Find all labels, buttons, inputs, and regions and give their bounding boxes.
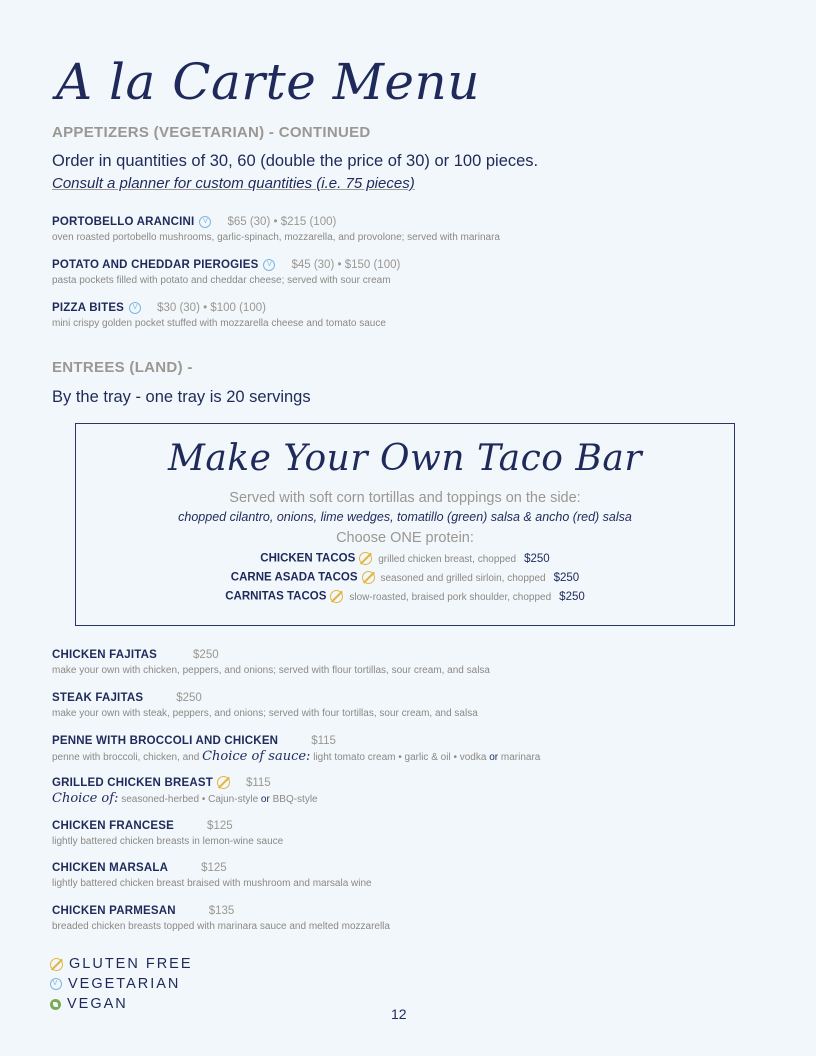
gluten-free-icon (217, 776, 230, 789)
entrees-heading: ENTREES (LAND) - (52, 359, 193, 376)
legend-label: VEGAN (67, 996, 128, 1012)
item-name: PORTOBELLO ARANCINI (52, 216, 195, 228)
choice-options: seasoned-herbed • Cajun-style (121, 794, 259, 805)
item-price: $135 (208, 905, 235, 917)
vegan-icon (50, 999, 61, 1010)
taco-option-price: $250 (553, 571, 580, 584)
item-price: $45 (30) • $150 (100) (291, 259, 401, 271)
choice-label: Choice of: (52, 791, 119, 806)
menu-item (52, 690, 772, 721)
taco-option-desc: seasoned and grilled sirloin, chopped (380, 572, 546, 584)
taco-bar-title: Make Your Own Taco Bar (167, 438, 643, 479)
legend-item (50, 954, 193, 974)
taco-option-name: CARNE ASADA TACOS (230, 571, 358, 584)
menu-item (52, 214, 772, 245)
legend-label: VEGETARIAN (68, 976, 181, 992)
item-price: $125 (207, 820, 233, 832)
item-name: CHICKEN FAJITAS (52, 649, 158, 661)
choice-last-option: marinara (500, 752, 541, 763)
item-description: oven roasted portobello mushrooms, garlic-spinach, mozzarella, and provolone; served with marinara (52, 232, 500, 243)
item-name: PIZZA BITES (52, 302, 125, 314)
menu-item (52, 647, 772, 678)
item-price: $250 (193, 649, 219, 661)
menu-item (52, 903, 772, 934)
item-price: $115 (245, 777, 271, 789)
item-price: $125 (201, 862, 227, 874)
taco-option (76, 571, 734, 584)
item-description: lightly battered chicken breast braised with mushroom and marsala wine (52, 878, 372, 889)
appetizers-heading: APPETIZERS (VEGETARIAN) - CONTINUED (52, 124, 371, 141)
planner-note: Consult a planner for custom quantities (i.e. 75 pieces) (52, 175, 415, 192)
taco-option (76, 590, 734, 603)
page-title: A la Carte Menu (56, 53, 480, 111)
item-price: $30 (30) • $100 (100) (157, 302, 266, 314)
item-description: mini crispy golden pocket stuffed with mozzarella cheese and tomato sauce (52, 318, 386, 329)
item-description (52, 750, 772, 765)
vegetarian-icon: V (199, 216, 211, 228)
item-description: make your own with steak, peppers, and onions; served with four tortillas, sour cream, and salsa (52, 708, 478, 719)
legend-item (50, 994, 193, 1014)
item-name: PENNE WITH BROCCOLI AND CHICKEN (52, 735, 279, 747)
item-name: STEAK FAJITAS (52, 692, 144, 704)
page-number: 12 (391, 1006, 407, 1022)
menu-item (52, 860, 772, 891)
menu-item (52, 775, 772, 807)
taco-option-desc: slow-roasted, braised pork shoulder, chopped (349, 591, 552, 603)
item-name: CHICKEN PARMESAN (52, 905, 176, 917)
taco-option (76, 552, 734, 565)
tray-note: By the tray - one tray is 20 servings (52, 388, 311, 406)
choice-label: Choice of sauce: (202, 749, 311, 764)
gluten-free-icon (362, 571, 375, 584)
vegetarian-icon: V (263, 259, 275, 271)
item-price: $250 (176, 692, 202, 704)
item-name: CHICKEN MARSALA (52, 862, 169, 874)
legend-label: GLUTEN FREE (69, 956, 193, 972)
choice-options: light tomato cream • garlic & oil • vodka (313, 752, 487, 763)
menu-item (52, 818, 772, 849)
taco-toppings: chopped cilantro, onions, lime wedges, tomatillo (green) salsa & ancho (red) salsa (178, 510, 632, 524)
or-word: or (489, 752, 499, 763)
taco-served-note: Served with soft corn tortillas and toppings on the side: (229, 490, 581, 506)
menu-item (52, 300, 772, 331)
or-word: or (260, 794, 270, 805)
item-description: breaded chicken breasts topped with marinara sauce and melted mozzarella (52, 921, 390, 932)
order-note: Order in quantities of 30, 60 (double the price of 30) or 100 pieces. (52, 152, 539, 170)
item-description-start: penne with broccoli, chicken, and (52, 752, 200, 763)
item-description: make your own with chicken, peppers, and onions; served with flour tortillas, sour cream, and salsa (52, 665, 490, 676)
item-price: $65 (30) • $215 (100) (227, 216, 337, 228)
menu-item (52, 733, 772, 765)
gluten-free-icon (330, 590, 343, 603)
taco-option-price: $250 (524, 552, 550, 565)
taco-choose-note: Choose ONE protein: (336, 530, 474, 546)
gluten-free-icon (359, 552, 372, 565)
gluten-free-icon (50, 958, 63, 971)
item-name: POTATO AND CHEDDAR PIEROGIES (52, 259, 259, 271)
taco-option-name: CARNITAS TACOS (225, 590, 327, 603)
item-description: pasta pockets filled with potato and cheddar cheese; served with sour cream (52, 275, 391, 286)
taco-option-desc: grilled chicken breast, chopped (378, 553, 517, 565)
taco-option-name: CHICKEN TACOS (260, 552, 356, 565)
item-name: GRILLED CHICKEN BREAST (52, 777, 213, 789)
item-name: CHICKEN FRANCESE (52, 820, 175, 832)
item-price: $115 (311, 735, 336, 747)
dietary-legend (50, 954, 193, 1014)
taco-bar-box (75, 423, 735, 626)
item-description: lightly battered chicken breasts in lemon-wine sauce (52, 836, 284, 847)
item-description (52, 792, 772, 807)
menu-item (52, 257, 772, 288)
vegetarian-icon: V (50, 978, 62, 990)
taco-option-price: $250 (559, 590, 585, 603)
vegetarian-icon: V (129, 302, 141, 314)
choice-last-option: BBQ-style (272, 794, 318, 805)
legend-item (50, 974, 193, 994)
